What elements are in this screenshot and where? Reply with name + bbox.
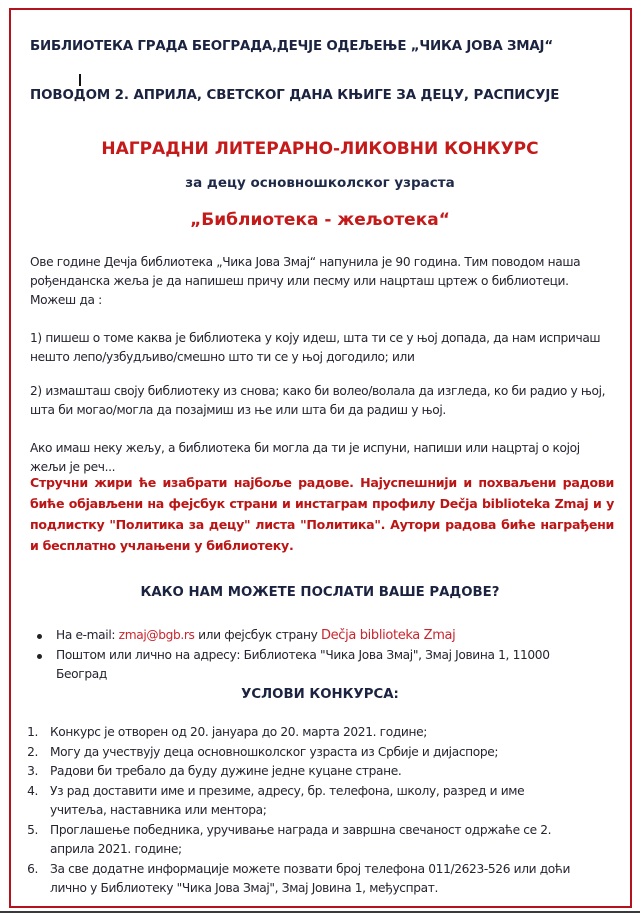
- wish-line: Ако имаш неку жељу, а библиотека би могла да ти је испуни, напиши или нацртај о којој: [30, 441, 580, 455]
- condition-text: Уз рад доставити име и презиме, адресу, бр. телефона, школу, разред и име: [50, 783, 525, 798]
- intro-paragraph: [30, 253, 580, 310]
- contest-name: „Библиотека - жељотека“: [190, 210, 450, 230]
- facebook-page-link[interactable]: Dečja biblioteka Zmaj: [320, 628, 456, 643]
- condition-number: 3.: [27, 764, 38, 778]
- condition-text: учитеља, наставника или ментора;: [50, 803, 267, 817]
- condition-number: 6.: [27, 861, 38, 876]
- intro-line: Ове године Дечја библиотека „Чика Јова Змај“ напунила је 90 година. Тим поводом наша: [30, 255, 581, 269]
- facebook-label: или фејсбук страну: [194, 628, 321, 642]
- option-2-paragraph: [30, 382, 605, 420]
- post-line: Поштом или лично на адресу: Библиотека "Чика Јова Змај", Змај Јовина 1, 11000: [56, 648, 550, 662]
- jury-paragraph: Стручни жири ће изабрати најбоље радове. Најуспешнији и похваљени радови биће објављени на фејсбук страни и инстаграм профилу Dečja biblioteka Zmaj и у подлистку "Политика за децу" листа "Политика". Аутори радова биће награђени и бесплатно учлањени у библиотеку.: [30, 475, 614, 553]
- contest-subtitle: за децу основношколског узраста: [185, 175, 455, 191]
- condition-number: 1.: [27, 725, 38, 739]
- header-occasion: ПОВОДОМ 2. АПРИЛА, СВЕТСКОГ ДАНА КЊИГЕ ЗА ДЕЦУ, РАСПИСУЈЕ: [30, 88, 560, 103]
- option-1-paragraph: [30, 329, 600, 367]
- bullet-icon: [37, 634, 42, 639]
- submission-heading: КАКО НАМ МОЖЕТЕ ПОСЛАТИ ВАШЕ РАДОВЕ?: [140, 585, 500, 600]
- email-label: На e-mail:: [56, 628, 119, 642]
- intro-line: Можеш да :: [30, 293, 102, 307]
- submission-email-item: [56, 626, 455, 645]
- conditions-heading: УСЛОВИ КОНКУРСА:: [241, 687, 399, 702]
- condition-text: Проглашење победника, уручивање награда и завршна свечаност одржаће се 2.: [50, 822, 552, 837]
- submission-post-item: [56, 646, 550, 684]
- post-line: Београд: [56, 667, 107, 681]
- option-2-line: 2) измашташ своју библиотеку из снова; како би волео/волала да изгледа, ко би радио у њој,: [30, 384, 606, 398]
- bottom-divider: [0, 911, 640, 913]
- text-cursor-icon: [79, 74, 81, 86]
- intro-line: рођенданска жеља је да напишеш причу или песму или нацрташ цртеж о библиотеци.: [30, 274, 569, 288]
- condition-text: лично у Библиотеку "Чика Јова Змај", Змај Јовина 1, међуспрат.: [50, 881, 439, 895]
- contest-title: НАГРАДНИ ЛИТЕРАРНО-ЛИКОВНИ КОНКУРС: [101, 139, 539, 159]
- email-link[interactable]: zmaj@bgb.rs: [118, 628, 195, 642]
- condition-number: 4.: [27, 783, 38, 798]
- condition-text: априла 2021. године;: [50, 842, 182, 856]
- option-2-line: шта би могао/могла да позајмиш из ње или шта би да радиш у њој.: [30, 403, 446, 417]
- option-1-line: нешто лепо/узбудљиво/смешно што ти се у њој догодило; или: [30, 350, 415, 364]
- option-1-line: 1) пишеш о томе каква је библиотека у коју идеш, шта ти се у њој допада, да нам испричаш: [30, 331, 601, 345]
- wish-line: жељи је реч...: [30, 460, 116, 474]
- condition-text: За све додатне информације можете позвати број телефона 011/2623-526 или доћи: [50, 861, 571, 876]
- header-library-name: БИБЛИОТЕКА ГРАДА БЕОГРАДА,ДЕЧЈЕ ОДЕЉЕЊЕ „ЧИКА ЈОВА ЗМАЈ“: [30, 39, 553, 54]
- condition-number: 5.: [27, 822, 38, 837]
- condition-number: 2.: [27, 744, 38, 759]
- condition-text: Могу да учествују деца основношколског узраста из Србије и дијаспоре;: [50, 744, 499, 759]
- bullet-icon: [37, 654, 42, 659]
- condition-text: Конкурс је отворен од 20. јануара до 20. марта 2021. године;: [50, 725, 427, 739]
- condition-text: Радови би требало да буду дужине једне куцане стране.: [50, 764, 402, 778]
